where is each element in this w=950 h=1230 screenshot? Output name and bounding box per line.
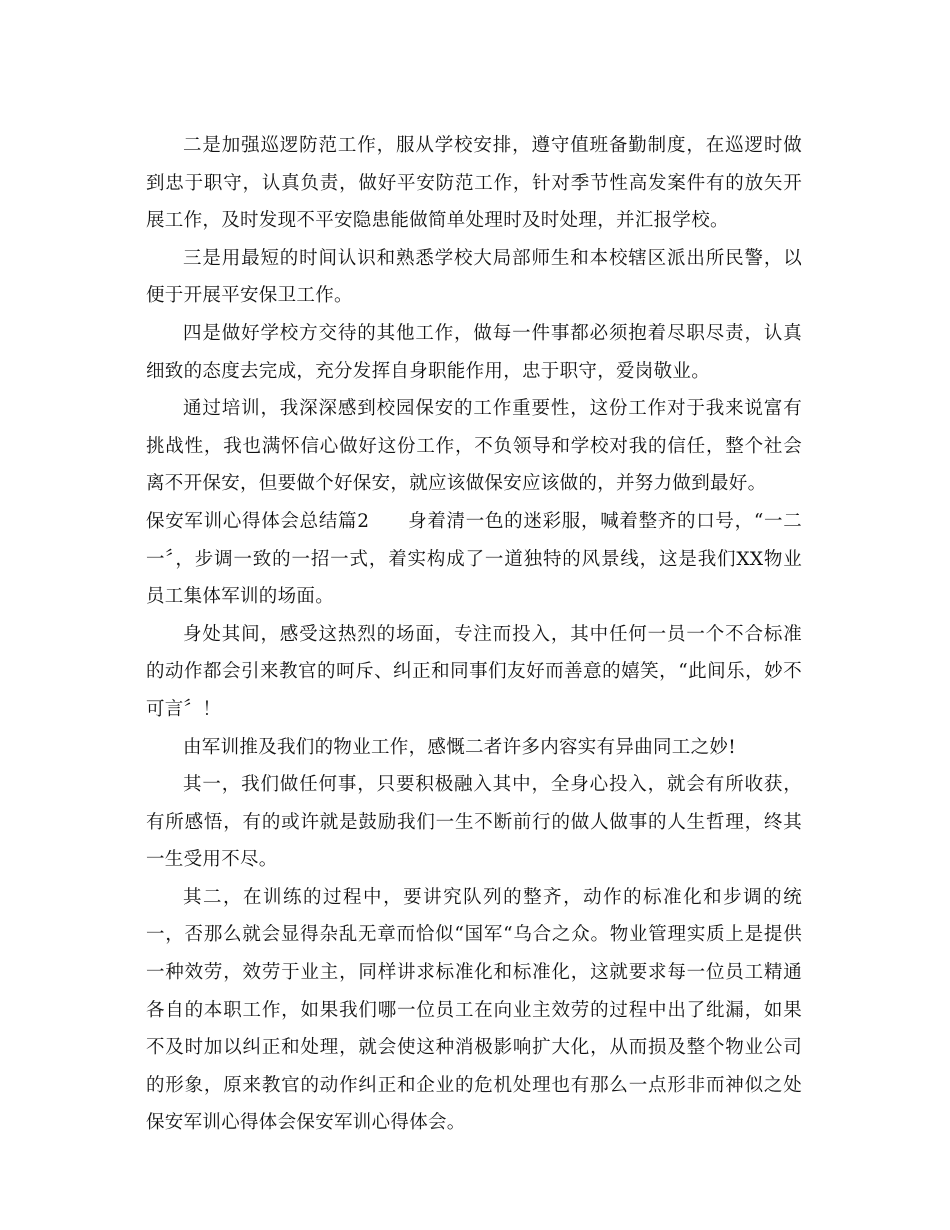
paragraph-point-two: 其二，在训练的过程中，要讲究队列的整齐，动作的标准化和步调的统一，否那么就会显得杂乱无章而恰似“国军“乌合之众。物业管理实质上是提供一种效劳，效劳于业主，同样讲求标准化和标准化，这就要求每一位员工精通各自的本职工作，如果我们哪一位员工在向业主效劳的过程中出了纰漏，如果不及时加以纠正和处理，就会使这种消极影响扩大化，从而损及整个物业公司的形象，原来教官的动作纠正和企业的危机处理也有那么一点形非而神似之处保安军训心得体会保安军训心得体会。: [146, 886, 802, 1134]
paragraph-article-2-heading: 保安军训心得体会总结篇2 身着清一色的迷彩服，喊着整齐的口号，“一二一〞，步调一致的一招一式，着实构成了一道独特的风景线，这是我们XX物业员工集体军训的场面。: [146, 510, 802, 608]
paragraph-patrol-duty: 二是加强巡逻防范工作，服从学校安排，遵守值班备勤制度，在巡逻时做到忠于职守，认真负责，做好平安防范工作，针对季节性高发案件有的放矢开展工作，及时发现不平安隐患能做简单处理时及时处理，并汇报学校。: [146, 135, 802, 232]
paragraph-other-tasks: 四是做好学校方交待的其他工作，做每一件事都必须抱着尽职尽责，认真细致的态度去完成，充分发挥自身职能作用，忠于职守，爱岗敬业。: [146, 322, 802, 382]
paragraph-comparison: 由军训推及我们的物业工作，感慨二者许多内容实有异曲同工之妙!: [183, 736, 736, 758]
paragraph-scene: 身处其间，感受这热烈的场面，专注而投入，其中任何一员一个不合标准的动作都会引来教官的呵斥、纠正和同事们友好而善意的嬉笑，“此间乐，妙不可言〞！: [146, 623, 802, 720]
paragraph-training-summary: 通过培训，我深深感到校园保安的工作重要性，这份工作对于我来说富有挑战性，我也满怀信心做好这份工作，不负领导和学校对我的信任，整个社会离不开保安，但要做个好保安，就应该做保安应该做的，并努力做到最好。: [146, 398, 802, 495]
paragraph-know-staff: 三是用最短的时间认识和熟悉学校大局部师生和本校辖区派出所民警，以便于开展平安保卫工作。: [146, 247, 802, 307]
paragraph-point-one: 其一，我们做任何事，只要积极融入其中，全身心投入，就会有所收获，有所感悟，有的或许就是鼓励我们一生不断前行的做人做事的人生哲理，终其一生受用不尽。: [146, 774, 802, 871]
document-body: [146, 127, 802, 1142]
